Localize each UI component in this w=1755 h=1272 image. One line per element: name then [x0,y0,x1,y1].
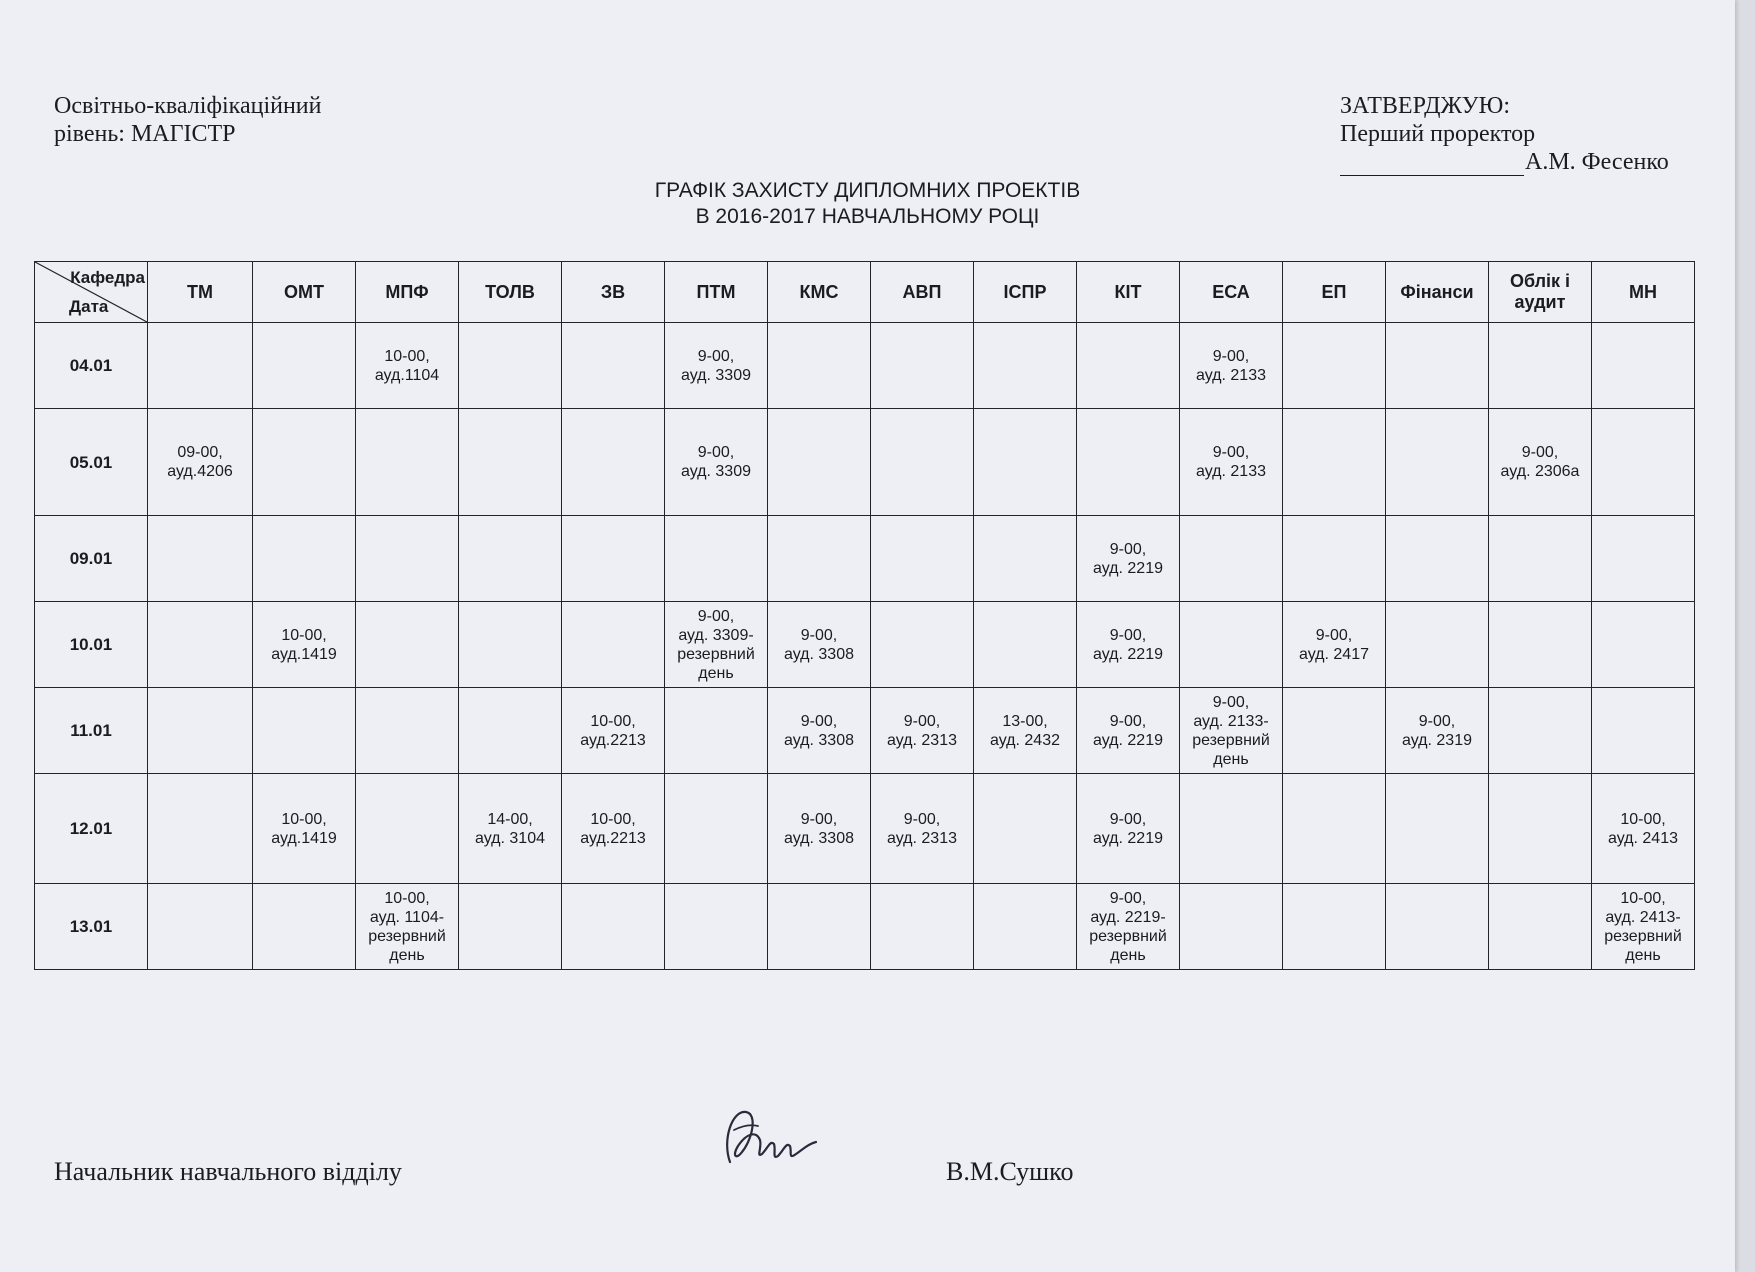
schedule-cell: 09-00, ауд.4206 [148,409,253,516]
schedule-cell [1386,323,1489,409]
schedule-cell [459,884,562,970]
schedule-cell: 9-00, ауд. 2319 [1386,688,1489,774]
column-header: КІТ [1077,262,1180,323]
schedule-cell [148,884,253,970]
schedule-cell [1386,516,1489,602]
date-cell: 11.01 [35,688,148,774]
schedule-cell [974,409,1077,516]
schedule-cell [768,884,871,970]
schedule-cell [356,602,459,688]
schedule-cell [562,409,665,516]
defense-schedule-table [34,261,1695,970]
schedule-cell [871,602,974,688]
schedule-cell [871,884,974,970]
schedule-cell [665,774,768,884]
schedule-cell [1489,688,1592,774]
column-header: ІСПР [974,262,1077,323]
column-header: Облік і аудит [1489,262,1592,323]
schedule-cell [1489,516,1592,602]
schedule-cell [1386,884,1489,970]
schedule-cell: 9-00, ауд. 3308 [768,688,871,774]
schedule-cell [253,323,356,409]
schedule-cell [1592,602,1695,688]
table-row [35,884,1695,970]
schedule-cell: 9-00, ауд. 2313 [871,688,974,774]
schedule-cell [871,516,974,602]
schedule-cell [974,323,1077,409]
schedule-cell [148,323,253,409]
schedule-cell [768,323,871,409]
schedule-cell [1180,774,1283,884]
schedule-cell: 10-00, ауд.1104 [356,323,459,409]
schedule-cell [665,516,768,602]
schedule-cell [665,884,768,970]
column-header: ЕП [1283,262,1386,323]
schedule-cell [871,323,974,409]
column-header: ТМ [148,262,253,323]
schedule-cell: 9-00, ауд. 2133 [1180,409,1283,516]
schedule-cell [356,774,459,884]
schedule-cell [356,688,459,774]
schedule-cell [459,688,562,774]
schedule-cell: 9-00, ауд. 2417 [1283,602,1386,688]
schedule-cell [562,323,665,409]
schedule-cell [1386,774,1489,884]
date-cell: 09.01 [35,516,148,602]
schedule-cell [1283,323,1386,409]
table-row [35,774,1695,884]
schedule-cell [148,516,253,602]
schedule-cell: 13-00, ауд. 2432 [974,688,1077,774]
schedule-cell [768,409,871,516]
footer-name: В.М.Сушко [946,1157,1074,1186]
schedule-cell [871,409,974,516]
column-header: ТОЛВ [459,262,562,323]
schedule-cell: 9-00, ауд. 2219 [1077,516,1180,602]
schedule-cell: 9-00, ауд. 3309 [665,409,768,516]
schedule-cell [356,409,459,516]
date-cell: 05.01 [35,409,148,516]
qualification-line-1: Освітньо-кваліфікаційний [54,93,322,119]
schedule-cell [1489,884,1592,970]
schedule-cell [974,516,1077,602]
schedule-cell [1489,602,1592,688]
document-title [0,178,1735,230]
schedule-cell [459,409,562,516]
footer-position: Начальник навчального відділу [54,1157,402,1186]
schedule-cell: 10-00, ауд. 2413- резервний день [1592,884,1695,970]
column-header: ЕСА [1180,262,1283,323]
schedule-cell [148,774,253,884]
column-header: Фінанси [1386,262,1489,323]
schedule-cell [1592,409,1695,516]
schedule-cell [974,884,1077,970]
schedule-cell: 9-00, ауд. 2219- резервний день [1077,884,1180,970]
schedule-cell: 9-00, ауд. 2133- резервний день [1180,688,1283,774]
qualification-level [54,92,322,148]
schedule-cell: 9-00, ауд. 2306а [1489,409,1592,516]
schedule-cell [1180,516,1283,602]
signature-blank [1340,153,1524,176]
schedule-cell [459,516,562,602]
approver-name: А.М. Фесенко [1525,149,1669,175]
schedule-cell [974,602,1077,688]
schedule-cell: 10-00, ауд.2213 [562,688,665,774]
approval-block [1340,92,1669,176]
column-header: МН [1592,262,1695,323]
schedule-cell [562,884,665,970]
schedule-cell: 10-00, ауд.1419 [253,774,356,884]
table-body [35,323,1695,970]
schedule-cell [459,602,562,688]
schedule-cell [1592,323,1695,409]
date-cell: 12.01 [35,774,148,884]
title-line-2: В 2016-2017 НАВЧАЛЬНОМУ РОЦІ [695,205,1040,228]
schedule-cell [1386,409,1489,516]
schedule-cell: 9-00, ауд. 2219 [1077,774,1180,884]
date-cell: 04.01 [35,323,148,409]
column-header: КМС [768,262,871,323]
schedule-cell: 9-00, ауд. 2313 [871,774,974,884]
schedule-cell [1283,688,1386,774]
schedule-cell [562,516,665,602]
schedule-cell: 9-00, ауд. 3308 [768,602,871,688]
schedule-cell [1180,602,1283,688]
schedule-cell: 10-00, ауд. 2413 [1592,774,1695,884]
approver-position: Перший проректор [1340,121,1536,147]
corner-header-cell [35,262,148,323]
column-header: МПФ [356,262,459,323]
schedule-cell [1489,774,1592,884]
schedule-cell [253,516,356,602]
schedule-cell [253,409,356,516]
column-header: ОМТ [253,262,356,323]
date-cell: 13.01 [35,884,148,970]
schedule-cell: 10-00, ауд.2213 [562,774,665,884]
approval-heading: ЗАТВЕРДЖУЮ: [1340,93,1510,119]
table-row [35,602,1695,688]
schedule-cell [1180,884,1283,970]
corner-label-department: Кафедра [70,268,145,287]
schedule-cell [562,602,665,688]
schedule-cell [1283,774,1386,884]
handwritten-signature [712,1100,822,1185]
column-header: ЗВ [562,262,665,323]
schedule-cell: 9-00, ауд. 3308 [768,774,871,884]
column-header: АВП [871,262,974,323]
schedule-cell: 9-00, ауд. 2133 [1180,323,1283,409]
schedule-cell [665,688,768,774]
qualification-line-2: рівень: МАГІСТР [54,121,236,147]
schedule-cell: 10-00, ауд.1419 [253,602,356,688]
schedule-cell [1283,516,1386,602]
table-row [35,688,1695,774]
schedule-cell [1592,688,1695,774]
table-row [35,323,1695,409]
schedule-cell [459,323,562,409]
schedule-cell: 10-00, ауд. 1104- резервний день [356,884,459,970]
date-cell: 10.01 [35,602,148,688]
corner-label-date: Дата [69,297,109,316]
schedule-cell [768,516,871,602]
schedule-cell [148,688,253,774]
schedule-cell: 14-00, ауд. 3104 [459,774,562,884]
schedule-cell [1077,323,1180,409]
schedule-cell [974,774,1077,884]
schedule-cell [148,602,253,688]
column-header: ПТМ [665,262,768,323]
schedule-cell [356,516,459,602]
schedule-cell: 9-00, ауд. 2219 [1077,602,1180,688]
table-row [35,516,1695,602]
schedule-cell [253,884,356,970]
schedule-cell [1283,409,1386,516]
schedule-cell: 9-00, ауд. 2219 [1077,688,1180,774]
schedule-cell [1489,323,1592,409]
schedule-cell [253,688,356,774]
schedule-cell [1592,516,1695,602]
approver-signature-line [1340,148,1669,176]
schedule-cell [1283,884,1386,970]
schedule-cell: 9-00, ауд. 3309- резервний день [665,602,768,688]
title-line-1: ГРАФІК ЗАХИСТУ ДИПЛОМНИХ ПРОЕКТІВ [654,179,1081,202]
table-row [35,409,1695,516]
table-header-row [35,262,1695,323]
schedule-cell: 9-00, ауд. 3309 [665,323,768,409]
schedule-cell [1386,602,1489,688]
schedule-cell [1077,409,1180,516]
